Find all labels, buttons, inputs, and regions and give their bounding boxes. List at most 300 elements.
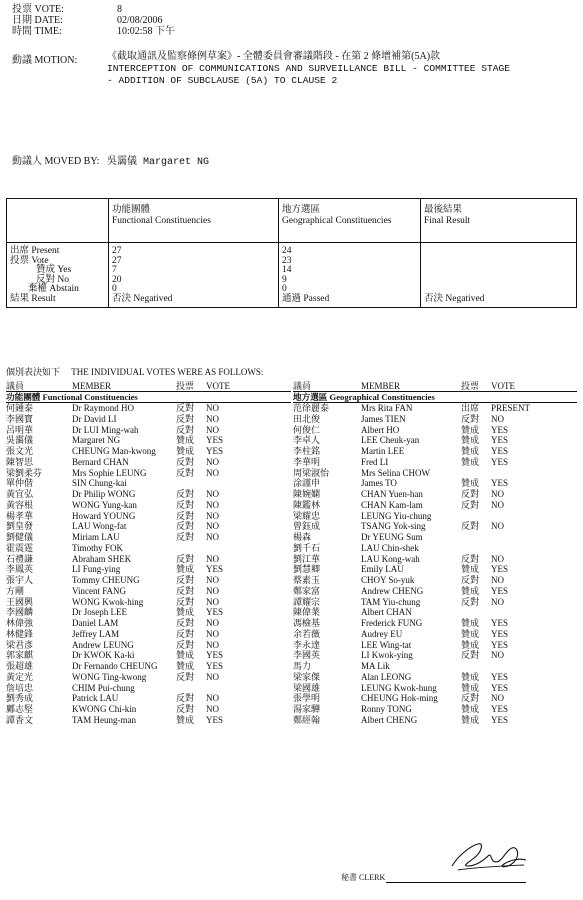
- member-vote-cn: [461, 532, 491, 543]
- member-name-en: Timothy FOK: [72, 542, 123, 553]
- vote-header: [12, 4, 175, 37]
- member-name-en: James TO: [361, 478, 397, 489]
- member-name-cn: 劉千石: [293, 542, 321, 553]
- result-table-header: [7, 199, 577, 243]
- member-row: [293, 715, 577, 726]
- member-row: [293, 554, 577, 565]
- member-vote-cn: 反對: [461, 499, 480, 510]
- member-name-en: TAM Heung-man: [72, 714, 137, 725]
- vote-date-row: [12, 15, 175, 26]
- member-vote-cn: [176, 478, 206, 489]
- member-vote-en: YES: [491, 682, 509, 693]
- member-name-en: Dr Raymond HO: [72, 403, 134, 413]
- member-row: [6, 683, 291, 694]
- member-vote-cn: 反對: [176, 575, 195, 585]
- member-name-en: Audrey EU: [361, 628, 403, 639]
- header-member-cn: 議員: [6, 381, 25, 391]
- member-name-en: Dr Joseph LEE: [72, 607, 127, 618]
- member-name-cn: 梁家傑: [293, 671, 321, 682]
- member-name-en: LEE Cheuk-yan: [361, 435, 420, 446]
- member-name-en: LI Kwok-ying: [361, 650, 413, 661]
- member-vote-en: NO: [206, 639, 219, 650]
- member-name-cn: 陳婉嫻: [293, 489, 321, 499]
- member-name-cn: 李柱銘: [293, 446, 321, 456]
- vote-time-label: 時間 TIME:: [12, 26, 62, 37]
- member-row: [293, 468, 577, 479]
- member-row: [293, 543, 577, 554]
- member-vote-en: YES: [491, 704, 509, 714]
- member-vote-en: [206, 543, 266, 554]
- member-name-cn: 梁君彥: [6, 639, 34, 650]
- member-vote-en: NO: [206, 553, 219, 564]
- member-name-cn: 郭家麒: [6, 650, 34, 661]
- member-row: [293, 704, 577, 715]
- member-name-en: LEE Wing-tat: [361, 639, 412, 650]
- member-name-cn: 劉慧卿: [293, 564, 321, 575]
- member-vote-en: YES: [491, 585, 509, 596]
- member-row: [6, 650, 291, 661]
- member-vote-cn: 贊成: [176, 714, 195, 725]
- member-vote-cn: 反對: [176, 489, 195, 499]
- member-name-cn: 張超雄: [6, 661, 34, 671]
- result-header-gc: [279, 199, 421, 243]
- member-name-cn: 馮檢基: [293, 618, 321, 628]
- member-name-en: MA Lik: [361, 661, 390, 671]
- member-vote-en: NO: [206, 671, 219, 682]
- member-vote-en: [491, 511, 551, 522]
- member-vote-cn: 反對: [176, 456, 195, 467]
- member-name-cn: 李國英: [293, 650, 321, 661]
- member-name-en: WONG Ting-kwong: [72, 671, 147, 682]
- vote-time-row: [12, 26, 175, 37]
- member-vote-cn: 反對: [176, 521, 195, 532]
- member-vote-en: YES: [491, 618, 509, 628]
- member-name-en: Andrew CHENG: [361, 585, 424, 596]
- member-name-cn: 吳靄儀: [6, 435, 34, 446]
- member-name-en: WONG Yung-kan: [72, 499, 137, 510]
- gc-abstain: 0: [282, 284, 287, 295]
- fc-yes: 7: [112, 265, 117, 276]
- member-row: [293, 564, 577, 575]
- member-row: [293, 521, 577, 532]
- member-name-en: Abraham SHEK: [72, 553, 132, 564]
- member-name-en: Dr David LI: [72, 413, 117, 424]
- member-vote-en: NO: [491, 650, 504, 661]
- member-name-cn: 劉江華: [293, 553, 321, 564]
- member-vote-cn: 反對: [176, 639, 195, 650]
- clerk-signature-line: [386, 874, 526, 883]
- member-row: [293, 661, 577, 672]
- member-name-en: CHEUNG Hok-ming: [361, 693, 438, 704]
- member-vote-en: NO: [206, 467, 219, 478]
- member-vote-en: YES: [206, 446, 224, 456]
- gc-group-heading: 地方選區 Geographical Constituencies: [293, 392, 577, 403]
- member-name-cn: 鄺志堅: [6, 704, 34, 714]
- member-vote-en: [491, 532, 551, 543]
- member-name-cn: 張文光: [6, 446, 34, 456]
- member-vote-en: [206, 478, 266, 489]
- fc-result: 否決 Negatived: [112, 293, 173, 304]
- member-vote-en: NO: [206, 596, 219, 607]
- member-name-en: Alan LEONG: [361, 671, 412, 682]
- member-name-cn: 楊孝華: [6, 510, 34, 521]
- member-row: [6, 640, 291, 651]
- member-vote-en: NO: [206, 704, 219, 714]
- final-result: 否決 Negatived: [424, 293, 485, 304]
- member-name-cn: 鄭家富: [293, 585, 321, 596]
- member-vote-en: NO: [206, 618, 219, 628]
- member-name-cn: 劉健儀: [6, 532, 34, 542]
- member-vote-en: YES: [491, 714, 509, 725]
- member-vote-en: [206, 683, 266, 694]
- label-no: 反對 No: [36, 274, 69, 285]
- member-row: [6, 435, 291, 446]
- member-vote-cn: 反對: [176, 467, 195, 478]
- member-vote-cn: 贊成: [176, 607, 195, 618]
- member-name-en: Dr LUI Ming-wah: [72, 424, 139, 435]
- member-row: [293, 457, 577, 468]
- member-vote-en: NO: [206, 521, 219, 532]
- member-name-en: LI Fung-ying: [72, 564, 121, 575]
- member-vote-en: NO: [206, 510, 219, 521]
- member-name-cn: 張宇人: [6, 575, 34, 585]
- member-vote-en: [491, 661, 551, 672]
- member-vote-en: NO: [206, 424, 219, 435]
- member-vote-cn: 贊成: [461, 671, 480, 682]
- member-vote-en: NO: [206, 575, 219, 585]
- member-name-cn: 涂謹申: [293, 478, 321, 489]
- final-result-cell: [421, 243, 577, 308]
- member-vote-cn: 贊成: [461, 704, 480, 714]
- vote-number-value: 8: [117, 4, 122, 15]
- member-vote-cn: [461, 661, 491, 672]
- member-name-cn: 單仲偕: [6, 478, 34, 489]
- member-name-cn: 田北俊: [293, 413, 321, 424]
- member-vote-en: YES: [206, 607, 224, 618]
- member-name-cn: 李鳳英: [6, 564, 34, 575]
- member-row: [293, 618, 577, 629]
- member-vote-en: NO: [491, 596, 504, 607]
- member-name-en: Miriam LAU: [72, 532, 120, 542]
- member-name-en: Tommy CHEUNG: [72, 575, 140, 585]
- member-vote-en: NO: [491, 693, 504, 704]
- member-name-cn: 馬力: [293, 661, 312, 671]
- gc-yes: 14: [282, 265, 292, 276]
- member-vote-en: YES: [206, 714, 224, 725]
- member-name-en: LAU Chin-shek: [361, 542, 419, 553]
- fc-results: [109, 243, 279, 308]
- member-name-en: LEUNG Yiu-chung: [361, 510, 432, 521]
- member-name-en: CHOY So-yuk: [361, 575, 415, 585]
- member-vote-cn: 贊成: [176, 446, 195, 456]
- member-row: [293, 672, 577, 683]
- member-vote-en: YES: [491, 478, 509, 489]
- member-vote-cn: 反對: [176, 693, 195, 704]
- member-vote-cn: [176, 543, 206, 554]
- member-vote-cn: 贊成: [176, 564, 195, 575]
- member-row: [293, 532, 577, 543]
- member-vote-cn: 贊成: [461, 435, 480, 446]
- member-row: [6, 554, 291, 565]
- member-vote-cn: 贊成: [176, 650, 195, 661]
- member-row: [6, 457, 291, 468]
- member-vote-cn: 反對: [461, 650, 480, 661]
- fc-votes-header: [6, 380, 291, 392]
- member-name-cn: 李華明: [293, 456, 321, 467]
- member-row: [6, 715, 291, 726]
- member-name-cn: 王國興: [6, 596, 34, 607]
- member-vote-en: YES: [491, 671, 509, 682]
- member-vote-en: YES: [491, 446, 509, 456]
- member-name-en: Jeffrey LAM: [72, 628, 120, 639]
- member-vote-cn: 反對: [461, 596, 480, 607]
- label-yes: 贊成 Yes: [36, 265, 72, 276]
- member-row: [293, 629, 577, 640]
- header-vote-en: VOTE: [206, 381, 230, 391]
- result-header-blank: [7, 199, 109, 243]
- member-vote-en: YES: [206, 564, 224, 575]
- result-table-body: [7, 243, 577, 308]
- member-name-cn: 李國麟: [6, 607, 34, 618]
- member-vote-en: NO: [491, 575, 504, 585]
- result-table: [6, 198, 577, 308]
- member-row: [6, 521, 291, 532]
- member-name-cn: 陳智思: [6, 456, 34, 467]
- vote-number-row: [12, 4, 175, 15]
- member-name-cn: 梁劉柔芬: [6, 467, 43, 478]
- member-row: [6, 661, 291, 672]
- member-vote-en: NO: [206, 403, 219, 413]
- member-name-cn: 鄭經翰: [293, 714, 321, 725]
- member-vote-en: [491, 543, 551, 554]
- member-row: [6, 425, 291, 436]
- member-row: [293, 640, 577, 651]
- clerk-label: 秘書 CLERK: [341, 873, 386, 882]
- member-name-cn: 霍震霆: [6, 542, 34, 553]
- member-name-cn: 黃容根: [6, 499, 34, 510]
- member-vote-cn: [461, 468, 491, 479]
- motion-english-line-1: INTERCEPTION OF COMMUNICATIONS AND SURVEILLANCE BILL - COMMITTEE STAGE: [107, 63, 511, 74]
- member-vote-cn: 贊成: [461, 564, 480, 575]
- fc-group-heading: 功能團體 Functional Constituencies: [6, 392, 291, 403]
- motion-label: 動議 MOTION:: [12, 55, 78, 66]
- member-row: [293, 597, 577, 608]
- result-header-gc-cn: 地方選區: [282, 205, 321, 215]
- member-row: [6, 693, 291, 704]
- member-vote-cn: [461, 511, 491, 522]
- member-name-en: SIN Chung-kai: [72, 478, 127, 489]
- member-vote-en: NO: [206, 499, 219, 510]
- member-row: [293, 511, 577, 522]
- member-row: [6, 607, 291, 618]
- member-vote-en: NO: [491, 521, 504, 532]
- member-row: [6, 618, 291, 629]
- member-name-en: Patrick LAU: [72, 693, 119, 704]
- member-row: [6, 478, 291, 489]
- member-name-cn: 劉皇發: [6, 521, 34, 532]
- member-name-cn: 呂明華: [6, 424, 34, 435]
- gc-present: 24: [282, 246, 292, 256]
- member-vote-cn: 贊成: [461, 682, 480, 693]
- result-header-fc: [109, 199, 279, 243]
- member-name-cn: 李國寶: [6, 413, 34, 424]
- member-row: [6, 489, 291, 500]
- member-vote-cn: 贊成: [176, 661, 195, 671]
- member-name-en: Andrew LEUNG: [72, 639, 134, 650]
- member-name-cn: 張學明: [293, 693, 321, 704]
- member-name-cn: 蔡素玉: [293, 575, 321, 585]
- individual-votes-title-cn: 個別表決如下: [6, 367, 61, 377]
- member-vote-cn: 反對: [176, 532, 195, 542]
- member-name-en: Albert CHAN: [361, 607, 412, 618]
- member-name-cn: 林健鋒: [6, 628, 34, 639]
- member-vote-cn: 反對: [461, 489, 480, 499]
- header-member-en: MEMBER: [361, 381, 401, 391]
- member-row: [293, 586, 577, 597]
- member-name-cn: 周梁淑怡: [293, 467, 330, 478]
- member-name-cn: 何鍾泰: [6, 403, 34, 413]
- member-vote-en: YES: [206, 650, 224, 661]
- member-name-en: Ronny TONG: [361, 704, 412, 714]
- member-name-en: Dr Philip WONG: [72, 489, 136, 499]
- individual-votes-title: [6, 365, 263, 378]
- member-vote-cn: 反對: [176, 596, 195, 607]
- motion-english-line-2: - ADDITION OF SUBCLAUSE (5A) TO CLAUSE 2: [107, 75, 338, 86]
- member-vote-cn: 反對: [176, 403, 195, 413]
- member-vote-cn: 反對: [176, 510, 195, 521]
- gc-results: [279, 243, 421, 308]
- member-vote-en: [491, 468, 551, 479]
- member-name-en: Margaret NG: [72, 435, 121, 446]
- member-row: [6, 403, 291, 414]
- member-row: [6, 586, 291, 597]
- member-name-en: Dr KWOK Ka-ki: [72, 650, 135, 661]
- member-vote-cn: 反對: [176, 585, 195, 596]
- member-name-en: CHEUNG Man-kwong: [72, 446, 156, 456]
- header-vote-en: VOTE: [491, 381, 515, 391]
- member-name-en: Mrs Rita FAN: [361, 403, 413, 413]
- vote-time-value: 10:02:58 下午: [117, 26, 176, 37]
- clerk-line: [341, 872, 526, 883]
- fc-abstain: 0: [112, 284, 117, 295]
- member-vote-en: NO: [491, 499, 504, 510]
- member-name-en: Vincent FANG: [72, 585, 127, 596]
- member-name-en: James TIEN: [361, 413, 406, 424]
- member-row: [293, 683, 577, 694]
- header-vote-cn: 投票: [461, 381, 480, 391]
- member-name-cn: 譚香文: [6, 714, 34, 725]
- member-vote-cn: 反對: [461, 413, 480, 424]
- motion-text: [107, 51, 567, 87]
- member-row: [293, 607, 577, 618]
- member-vote-cn: 贊成: [461, 478, 480, 489]
- member-name-cn: 楊森: [293, 532, 312, 542]
- member-vote-en: NO: [491, 413, 504, 424]
- gc-no: 9: [282, 274, 287, 285]
- member-name-cn: 曾鈺成: [293, 521, 321, 532]
- mover-label: 動議人 MOVED BY:: [12, 156, 100, 167]
- member-name-en: KWONG Chi-kin: [72, 704, 137, 714]
- fc-no: 20: [112, 274, 122, 285]
- fc-present: 27: [112, 246, 122, 256]
- member-vote-cn: 贊成: [461, 446, 480, 456]
- member-vote-cn: 贊成: [461, 618, 480, 628]
- member-vote-en: [491, 607, 551, 618]
- member-vote-en: NO: [206, 585, 219, 596]
- member-name-cn: 梁國雄: [293, 682, 321, 693]
- motion-block: [12, 51, 567, 87]
- motion-chinese: 《截取通訊及監察條例草案》- 全體委員會審議階段 - 在第 2 條增補第(5A)款: [107, 51, 441, 62]
- gc-votes-column: [293, 380, 577, 726]
- label-vote: 投票 Vote: [10, 255, 49, 266]
- member-name-cn: 方剛: [6, 585, 25, 596]
- member-vote-cn: 反對: [461, 693, 480, 704]
- member-vote-cn: 贊成: [176, 435, 195, 446]
- member-vote-cn: 贊成: [461, 714, 480, 725]
- member-name-cn: 詹培忠: [6, 682, 34, 693]
- member-name-en: LAU Kong-wah: [361, 553, 420, 564]
- member-row: [6, 597, 291, 608]
- member-vote-cn: 反對: [176, 704, 195, 714]
- member-row: [6, 500, 291, 511]
- member-name-cn: 湯家驊: [293, 704, 321, 714]
- result-header-final: [421, 199, 577, 243]
- member-vote-cn: 反對: [176, 628, 195, 639]
- member-name-cn: 陳偉業: [293, 607, 321, 618]
- member-row: [293, 446, 577, 457]
- member-name-en: Daniel LAM: [72, 618, 119, 628]
- label-present: 出席 Present: [10, 246, 60, 256]
- member-name-cn: 林偉強: [6, 618, 34, 628]
- label-abstain: 棄權 Abstain: [28, 284, 79, 295]
- member-name-en: CHIM Pui-chung: [72, 682, 135, 693]
- member-name-cn: 余若薇: [293, 628, 321, 639]
- member-vote-en: YES: [206, 435, 224, 446]
- member-name-en: Mrs Sophie LEUNG: [72, 467, 147, 478]
- member-vote-cn: 反對: [461, 553, 480, 564]
- member-vote-cn: 贊成: [461, 628, 480, 639]
- vote-date-label: 日期 DATE:: [12, 15, 63, 26]
- member-name-en: TAM Yiu-chung: [361, 596, 421, 607]
- fc-votes-column: [6, 380, 291, 726]
- member-row: [293, 575, 577, 586]
- member-row: [293, 500, 577, 511]
- member-vote-en: YES: [491, 456, 509, 467]
- member-vote-en: YES: [491, 435, 509, 446]
- member-name-en: LAU Wong-fat: [72, 521, 127, 532]
- member-vote-cn: [176, 683, 206, 694]
- member-row: [6, 446, 291, 457]
- member-name-cn: 梁耀忠: [293, 510, 321, 521]
- member-vote-en: NO: [206, 628, 219, 639]
- member-vote-en: YES: [491, 639, 509, 650]
- gc-vote: 23: [282, 255, 292, 266]
- member-row: [6, 575, 291, 586]
- member-name-cn: 范徐麗泰: [293, 403, 330, 413]
- vote-date-value: 02/08/2006: [117, 15, 163, 26]
- vote-number-label: 投票 VOTE:: [12, 4, 64, 15]
- mover-block: [12, 152, 209, 168]
- member-name-en: Frederick FUNG: [361, 618, 423, 628]
- member-vote-cn: [461, 543, 491, 554]
- result-header-gc-en: Geographical Constituencies: [282, 216, 392, 226]
- member-name-en: Albert HO: [361, 424, 400, 435]
- result-row-labels: [7, 243, 109, 308]
- member-row: [6, 532, 291, 543]
- member-vote-cn: 反對: [176, 499, 195, 510]
- member-name-en: Albert CHENG: [361, 714, 418, 725]
- member-vote-cn: 反對: [176, 413, 195, 424]
